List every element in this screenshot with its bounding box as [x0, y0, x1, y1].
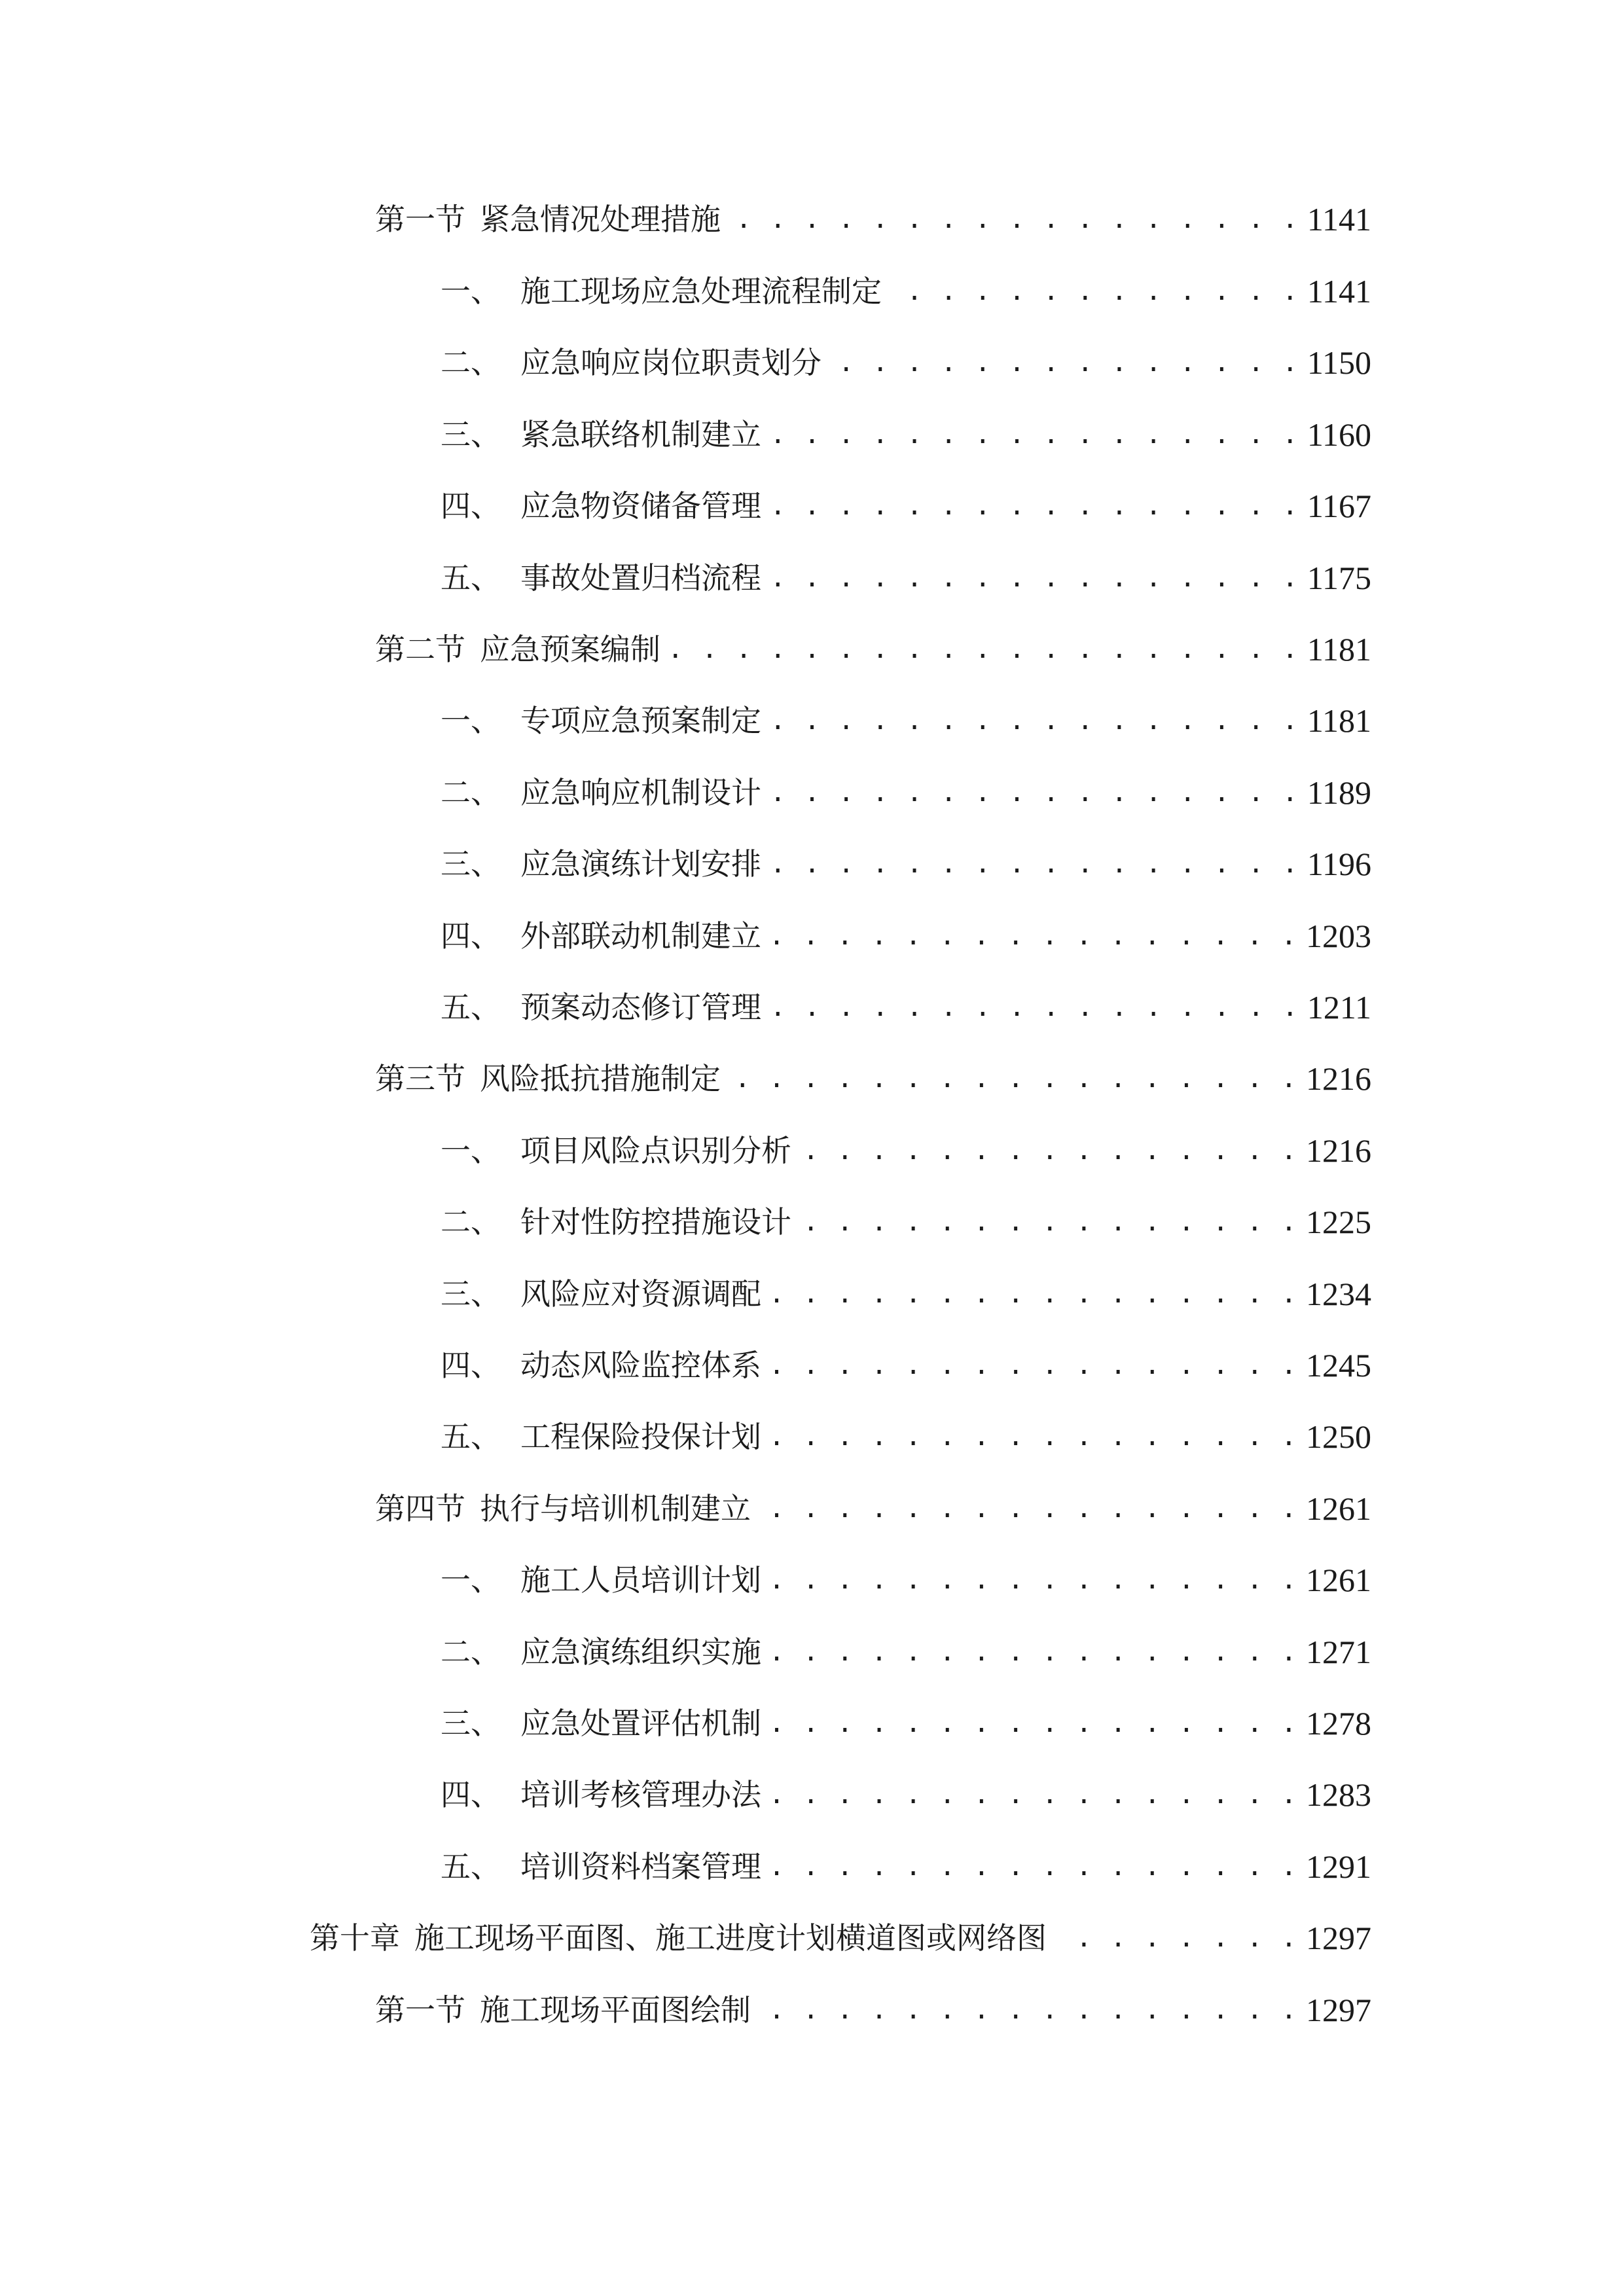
entry-title: 预案动态修订管理 — [520, 990, 761, 1025]
entry-number: 第四节 — [375, 1491, 465, 1526]
dot-leader — [798, 1196, 1298, 1248]
dot-leader — [768, 552, 1299, 604]
entry-number: 四、 — [441, 1348, 501, 1383]
entry-number: 二、 — [441, 345, 501, 380]
toc-subsection-entry[interactable] — [441, 1339, 1371, 1391]
entry-number: 三、 — [441, 1276, 501, 1312]
entry-page-number: 1211 — [1307, 989, 1371, 1026]
entry-page-number: 1181 — [1307, 702, 1371, 739]
entry-number: 第十章 — [310, 1920, 400, 1956]
entry-page-number: 1297 — [1306, 1992, 1371, 2028]
entry-title: 应急物资储备管理 — [520, 488, 761, 524]
toc-subsection-entry[interactable] — [441, 1626, 1371, 1678]
toc-section-entry[interactable] — [375, 193, 1371, 245]
entry-page-number: 1150 — [1307, 344, 1371, 381]
dot-leader — [798, 1124, 1298, 1177]
entry-number: 三、 — [441, 417, 501, 452]
toc-subsection-entry[interactable] — [441, 838, 1371, 890]
dot-leader — [727, 1052, 1298, 1105]
entry-page-number: 1271 — [1306, 1634, 1371, 1670]
entry-number: 四、 — [441, 1777, 501, 1812]
toc-subsection-entry[interactable] — [441, 1410, 1371, 1463]
dot-leader — [768, 408, 1299, 461]
dot-leader — [768, 480, 1299, 532]
entry-page-number: 1189 — [1307, 774, 1371, 811]
entry-page-number: 1175 — [1307, 560, 1371, 596]
toc-section-entry[interactable] — [375, 623, 1371, 675]
entry-title: 应急处置评估机制 — [520, 1706, 761, 1741]
dot-leader — [768, 1768, 1298, 1821]
entry-page-number: 1234 — [1306, 1276, 1371, 1312]
entry-page-number: 1141 — [1307, 201, 1371, 238]
entry-number: 第二节 — [375, 632, 465, 667]
entry-page-number: 1216 — [1306, 1132, 1371, 1169]
entry-title: 施工现场应急处理流程制定 — [520, 274, 882, 309]
entry-title: 针对性防控措施设计 — [520, 1204, 791, 1240]
entry-number: 二、 — [441, 775, 501, 810]
entry-page-number: 1141 — [1307, 273, 1371, 310]
entry-title: 紧急联络机制建立 — [520, 417, 761, 452]
toc-subsection-entry[interactable] — [441, 480, 1371, 532]
entry-page-number: 1278 — [1306, 1705, 1371, 1742]
entry-number: 五、 — [441, 560, 501, 596]
entry-number: 第一节 — [375, 202, 465, 237]
entry-number: 一、 — [441, 703, 501, 738]
entry-title: 应急预案编制 — [480, 632, 660, 667]
entry-page-number: 1297 — [1306, 1920, 1371, 1956]
dot-leader — [768, 1840, 1298, 1893]
toc-subsection-entry[interactable] — [441, 981, 1371, 1033]
toc-subsection-entry[interactable] — [441, 1196, 1371, 1248]
toc-subsection-entry[interactable] — [441, 265, 1371, 317]
toc-subsection-entry[interactable] — [441, 1697, 1371, 1749]
dot-leader — [768, 1410, 1298, 1463]
entry-number: 第一节 — [375, 1992, 465, 2028]
dot-leader — [768, 1626, 1298, 1678]
entry-number: 二、 — [441, 1204, 501, 1240]
entry-page-number: 1216 — [1306, 1060, 1371, 1097]
toc-subsection-entry[interactable] — [441, 766, 1371, 819]
entry-title: 应急演练组织实施 — [520, 1634, 761, 1670]
toc-subsection-entry[interactable] — [441, 1768, 1371, 1821]
entry-page-number: 1261 — [1306, 1562, 1371, 1598]
entry-page-number: 1203 — [1306, 918, 1371, 954]
dot-leader — [768, 1697, 1298, 1749]
entry-title: 风险抵抗措施制定 — [480, 1061, 721, 1096]
toc-subsection-entry[interactable] — [441, 1124, 1371, 1177]
dot-leader — [667, 623, 1299, 675]
dot-leader — [888, 265, 1299, 317]
entry-number: 五、 — [441, 990, 501, 1025]
toc-section-entry[interactable] — [375, 1984, 1371, 2036]
toc-subsection-entry[interactable] — [441, 694, 1371, 747]
entry-page-number: 1196 — [1307, 846, 1371, 882]
entry-title: 动态风险监控体系 — [520, 1348, 761, 1383]
entry-title: 施工现场平面图绘制 — [480, 1992, 751, 2028]
entry-number: 一、 — [441, 274, 501, 309]
toc-subsection-entry[interactable] — [441, 1268, 1371, 1320]
entry-title: 培训考核管理办法 — [520, 1777, 761, 1812]
toc-subsection-entry[interactable] — [441, 552, 1371, 604]
dot-leader — [757, 1984, 1298, 2036]
entry-title: 应急演练计划安排 — [520, 846, 761, 882]
dot-leader — [768, 910, 1298, 962]
toc-chapter-entry[interactable] — [310, 1912, 1371, 1964]
dot-leader — [768, 838, 1299, 890]
dot-leader — [768, 981, 1299, 1033]
dot-leader — [768, 766, 1299, 819]
dot-leader — [828, 336, 1299, 389]
entry-number: 一、 — [441, 1133, 501, 1168]
toc-subsection-entry[interactable] — [441, 408, 1371, 461]
entry-title: 风险应对资源调配 — [520, 1276, 761, 1312]
entry-page-number: 1250 — [1306, 1418, 1371, 1455]
toc-subsection-entry[interactable] — [441, 1840, 1371, 1893]
entry-title: 施工人员培训计划 — [520, 1562, 761, 1598]
entry-page-number: 1245 — [1306, 1347, 1371, 1384]
entry-title: 执行与培训机制建立 — [480, 1491, 751, 1526]
entry-page-number: 1283 — [1306, 1776, 1371, 1813]
entry-number: 三、 — [441, 846, 501, 882]
entry-number: 一、 — [441, 1562, 501, 1598]
entry-title: 外部联动机制建立 — [520, 918, 761, 954]
entry-number: 五、 — [441, 1419, 501, 1454]
toc-section-entry[interactable] — [375, 1052, 1371, 1105]
dot-leader — [768, 1339, 1298, 1391]
entry-title: 紧急情况处理措施 — [480, 202, 721, 237]
entry-number: 四、 — [441, 918, 501, 954]
entry-title: 应急响应机制设计 — [520, 775, 761, 810]
entry-page-number: 1291 — [1306, 1848, 1371, 1885]
entry-title: 应急响应岗位职责划分 — [520, 345, 821, 380]
entry-title: 事故处置归档流程 — [520, 560, 761, 596]
toc-subsection-entry[interactable] — [441, 910, 1371, 962]
entry-number: 二、 — [441, 1634, 501, 1670]
dot-leader — [768, 1268, 1298, 1320]
entry-page-number: 1167 — [1307, 488, 1371, 524]
toc-subsection-entry[interactable] — [441, 1554, 1371, 1606]
entry-page-number: 1261 — [1306, 1490, 1371, 1527]
entry-title: 培训资料档案管理 — [520, 1849, 761, 1884]
entry-number: 五、 — [441, 1849, 501, 1884]
dot-leader — [757, 1482, 1298, 1535]
entry-title: 施工现场平面图、施工进度计划横道图或网络图 — [414, 1920, 1047, 1956]
entry-title: 专项应急预案制定 — [520, 703, 761, 738]
dot-leader — [727, 193, 1299, 245]
dot-leader — [768, 694, 1299, 747]
entry-number: 四、 — [441, 488, 501, 524]
entry-number: 第三节 — [375, 1061, 465, 1096]
entry-page-number: 1160 — [1307, 416, 1371, 453]
entry-page-number: 1181 — [1307, 631, 1371, 668]
entry-page-number: 1225 — [1306, 1204, 1371, 1240]
toc-section-entry[interactable] — [375, 1482, 1371, 1535]
dot-leader — [768, 1554, 1298, 1606]
entry-number: 三、 — [441, 1706, 501, 1741]
entry-title: 工程保险投保计划 — [520, 1419, 761, 1454]
toc-subsection-entry[interactable] — [441, 336, 1371, 389]
entry-title: 项目风险点识别分析 — [520, 1133, 791, 1168]
dot-leader — [1053, 1912, 1298, 1964]
